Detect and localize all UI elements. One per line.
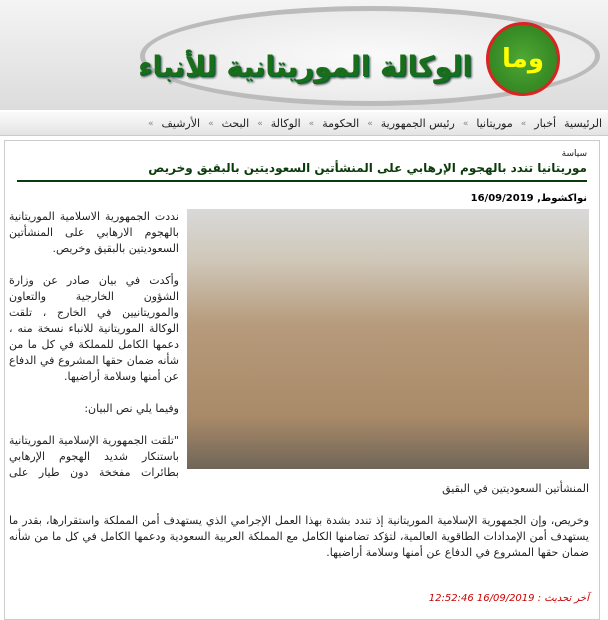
chevron-down-icon: »	[308, 118, 315, 129]
paragraph: "تلقت الجمهورية الإسلامية الموريتانية باستنكار شديد الهجوم الإرهابي بطائرات مفخخة دون طيار على المنشأتين السعوديتين في البقيق	[9, 434, 589, 495]
last-updated	[9, 591, 589, 607]
date-location: نواكشوط	[540, 193, 587, 204]
nav-president[interactable]: رئيس الجمهورية	[380, 117, 455, 130]
nav-archive[interactable]: الأرشيف	[161, 117, 201, 130]
nav-mauritania[interactable]: موريتانيا	[476, 117, 513, 130]
chevron-down-icon: »	[208, 118, 214, 129]
main-nav	[0, 112, 608, 136]
title-divider	[17, 180, 587, 182]
chevron-down-icon: »	[462, 118, 469, 129]
article-body: وخريص، وإن الجمهورية الإسلامية الموريتانية إذ تندد بشدة بهذا العمل الإجرامي الذي يستهدف أمن المملكة واستقرارها، بقدر ما يستهدف أمن الإمدادات الطاقوية العالمية، لتؤكد تضامنها الكامل مع المملكة العربية السعودية ودعمها الكامل في كل ما من شأنه ضمان حقها المشروع في الدفاع عن أمنها وسلامة أراضيها.	[9, 514, 589, 559]
article-photo	[187, 209, 589, 469]
site-logo-text[interactable]: الوكالة الموريتانية للأنباء	[138, 50, 472, 83]
updated-label: آخر تحديث :	[537, 593, 589, 604]
chevron-down-icon: »	[367, 118, 373, 129]
article-content	[9, 209, 589, 607]
article-dateline: نواكشوط, 16/09/2019	[470, 193, 587, 204]
chevron-down-icon: »	[147, 118, 154, 129]
article-date: 16/09/2019	[470, 193, 534, 204]
updated-time: 16/09/2019 12:52:46	[428, 593, 535, 604]
paragraph: نددت الجمهورية الاسلامية الموريتانية بالهجوم الارهابي على المنشأتين السعوديتين بالبقيق وخريص.	[9, 210, 179, 255]
agency-emblem-icon[interactable]	[486, 22, 560, 96]
article-title: موريتانيا تندد بالهجوم الإرهابي على المنشأتين السعوديتين بالبقيق وخريص	[148, 161, 587, 175]
nav-agency[interactable]: الوكالة	[270, 117, 301, 130]
emblem-text: وما	[501, 44, 545, 74]
chevron-down-icon: »	[520, 118, 527, 129]
nav-search[interactable]: البحث	[221, 117, 250, 130]
nav-news[interactable]: أخبار	[534, 117, 557, 130]
nav-government[interactable]: الحكومة	[322, 117, 360, 130]
nav-home[interactable]: الرئيسية	[564, 117, 602, 130]
paragraph: وأكدت في بيان صادر عن وزارة الشؤون الخارجية والتعاون والموريتانيين في الخارج ، تلقت الوكالة الموريتانية للانباء نسخة منه ، دعمها الكامل للمملكة في كل ما من شأنه ضمان حقها المشروع في الدفاع عن أمنها وسلامة أراضيها.	[9, 274, 179, 383]
article	[4, 140, 600, 620]
chevron-down-icon: »	[257, 118, 263, 129]
paragraph: وفيما يلي نص البيان:	[84, 402, 179, 415]
article-category[interactable]: سياسة	[561, 149, 587, 159]
site-header	[0, 0, 608, 110]
